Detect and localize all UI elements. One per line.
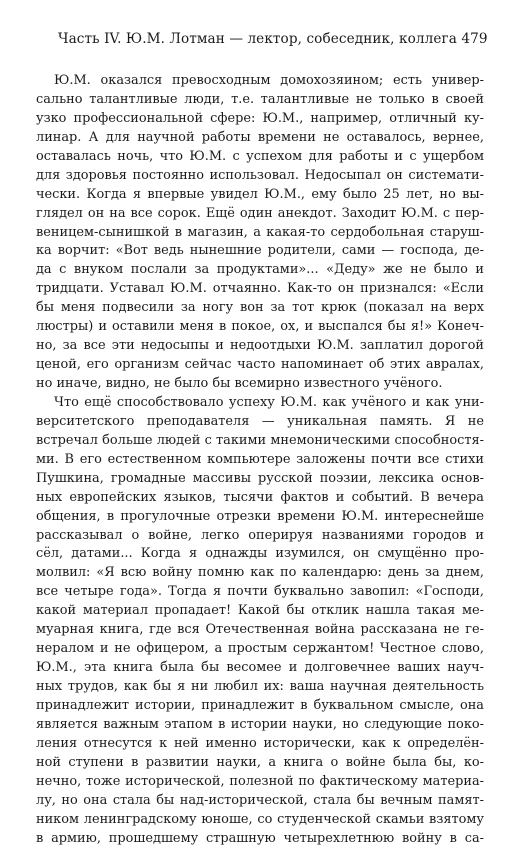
text-line: в армию, прошедшему страшную четырехлетнюю войну в са- [36, 830, 484, 848]
text-line: нералом и не офицером, а простым сержантом! Честное слово, [36, 640, 484, 659]
text-line: общения, в прогулочные отрезки времени Ю.М. интереснейше [36, 508, 484, 527]
text-line: ка ворчит: «Вот ведь нынешние родители, сами — господа, де- [36, 242, 484, 261]
text-line: Что ещё способствовало успеху Ю.М. как учёного и как уни- [36, 394, 484, 413]
text-line: принадлежит истории, принадлежит в буквальном смысле, она [36, 697, 484, 716]
text-line: рассказывал о войне, легко оперируя названиями городов и [36, 527, 484, 546]
text-line: тридцати. Уставал Ю.М. отчаянно. Как-то он признался: «Если [36, 280, 484, 299]
text-line: ных европейских языков, тысячи фактов и событий. В вечера [36, 489, 484, 508]
text-line: верситетского преподавателя — уникальная память. Я не [36, 413, 484, 432]
text-line: глядел он на все сорок. Ещё один анекдот. Заходит Ю.М. с пер- [36, 205, 484, 224]
text-line: люстры) и оставили меня в покое, ох, и выспался бы я!» Конеч- [36, 318, 484, 337]
text-line: какой материал пропадает! Какой бы отклик нашла такая ме- [36, 602, 484, 621]
text-line: молвил: «Я всю войну помню как по календарю: день за днем, [36, 564, 484, 583]
text-line: бы меня подвесили за ногу вон за тот крюк (показал на верх [36, 299, 484, 318]
paragraph-2 [36, 394, 484, 848]
text-line: сёл, датами... Когда я однажды изумился, он смущённо про- [36, 545, 484, 564]
text-line: сально талантливые люди, т.е. талантливые не только в своей [36, 91, 484, 110]
text-line: Пушкина, громадные массивы русской поэзии, лексика основ- [36, 470, 484, 489]
running-head: Часть IV. Ю.М. Лотман — лектор, собеседник, коллега 479 [58, 30, 486, 48]
text-line: линар. А для научной работы времени не оставалось, вернее, [36, 129, 484, 148]
body-text [36, 72, 484, 848]
text-line: ления отнесутся к ней именно исторически, как к определён- [36, 735, 484, 754]
text-line: для здоровья постоянно использовал. Недосыпал он системати- [36, 167, 484, 186]
text-line: узко профессиональной сфере: Ю.М., например, отличный ку- [36, 110, 484, 129]
paragraph-1 [36, 72, 484, 394]
text-line: но, за все эти недосыпы и недоотдыхи Ю.М. заплатил дорогой [36, 337, 484, 356]
text-line: чески. Когда я впервые увидел Ю.М., ему было 25 лет, но вы- [36, 186, 484, 205]
text-line: Ю.М., эта книга была бы весомее и долговечнее ваших науч- [36, 659, 484, 678]
text-line: веницем-сынишкой в магазин, а какая-то сердобольная старуш- [36, 224, 484, 243]
text-line: все четыре года». Тогда я почти буквально завопил: «Господи, [36, 583, 484, 602]
text-line: нечно, тоже исторической, полезной по фактическому материа- [36, 773, 484, 792]
text-line: является важным этапом в истории науки, но следующие поко- [36, 716, 484, 735]
text-line: ценой, его организм сейчас часто напоминает об этих авралах, [36, 356, 484, 375]
text-line: муарная книга, где вся Отечественная война рассказана не ге- [36, 621, 484, 640]
text-line: но иначе, видно, не было бы всемирно известного учёного. [36, 375, 484, 394]
text-line: ных трудов, как бы я ни любил их: ваша научная деятельность [36, 678, 484, 697]
text-line: оставалась ночь, что Ю.М. с успехом для работы и с ущербом [36, 148, 484, 167]
text-line: ной ступени в развитии науки, а книга о войне была бы, ко- [36, 754, 484, 773]
text-line: ми. В его естественном компьютере заложены почти все стихи [36, 451, 484, 470]
text-line: встречал больше людей с такими мнемоническими способностя- [36, 432, 484, 451]
text-line: лу, но она стала бы над-исторической, стала бы вечным памят- [36, 792, 484, 811]
text-line: ником ленинградскому юноше, со студенческой скамьи взятому [36, 811, 484, 830]
text-line: Ю.М. оказался превосходным домохозяином; есть универ- [36, 72, 484, 91]
text-line: да с внуком послали за продуктами»... «Деду» же не было и [36, 261, 484, 280]
